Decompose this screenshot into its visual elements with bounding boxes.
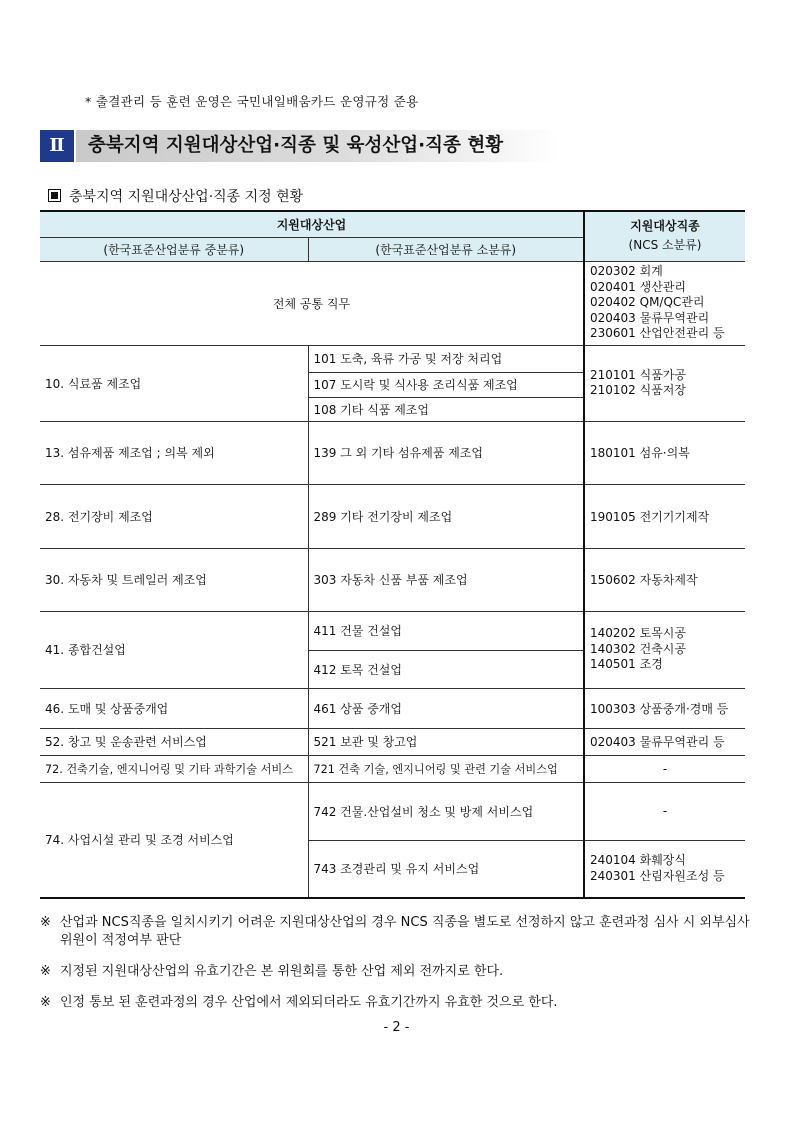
food-small-107: 107 도시락 및 식사용 조리식품 제조업 xyxy=(308,372,584,397)
food-jobs xyxy=(584,345,745,421)
food-small-101: 101 도축, 육류 가공 및 저장 처리업 xyxy=(308,345,584,372)
footnote xyxy=(40,994,750,1012)
header-job-sub: (NCS 소분류) xyxy=(628,238,702,253)
facility-mid: 74. 사업시설 관리 및 조경 서비스업 xyxy=(40,782,308,898)
engineering-mid: 72. 건축기술, 엔지니어링 및 기타 과학기술 서비스 xyxy=(40,755,308,782)
warehouse-mid: 52. 창고 및 운송관련 서비스업 xyxy=(40,728,308,755)
auto-jobs: 150602 자동차제작 xyxy=(584,548,745,611)
textile-jobs: 180101 섬유·의복 xyxy=(584,421,745,484)
job-code: 240104 화훼장식 xyxy=(590,853,686,868)
header-job xyxy=(584,211,745,261)
square-bullet-icon xyxy=(48,189,61,202)
job-code: 240301 산림자원조성 등 xyxy=(590,868,725,883)
common-duty-label: 전체 공통 직무 xyxy=(40,261,584,345)
food-small-108: 108 기타 식품 제조업 xyxy=(308,397,584,421)
textile-mid: 13. 섬유제품 제조업 ; 의복 제외 xyxy=(40,421,308,484)
footnote-text: 산업과 NCS직종을 일치시키기 어려운 지원대상산업의 경우 NCS 직종을 별도로 선정하지 않고 훈련과정 심사 시 외부심사위원이 적정여부 판단 xyxy=(60,915,750,948)
footnote xyxy=(40,963,750,981)
electric-mid: 28. 전기장비 제조업 xyxy=(40,484,308,548)
facility-small-743: 743 조경관리 및 유지 서비스업 xyxy=(308,840,584,898)
reference-mark: ※ xyxy=(40,964,51,979)
construction-mid: 41. 종합건설업 xyxy=(40,611,308,688)
auto-small: 303 자동차 신품 부품 제조업 xyxy=(308,548,584,611)
auto-mid: 30. 자동차 및 트레일러 제조업 xyxy=(40,548,308,611)
reference-mark: ※ xyxy=(40,995,51,1010)
footnote-text: 지정된 지원대상산업의 유효기간은 본 위원회를 통한 산업 제외 전까지로 한다. xyxy=(60,964,504,979)
construction-small-411: 411 건물 건설업 xyxy=(308,611,584,650)
wholesale-mid: 46. 도매 및 상품중개업 xyxy=(40,688,308,728)
footnote-text: 인정 통보 된 훈련과정의 경우 산업에서 제외되더라도 유효기간까지 유효한 것으로 한다. xyxy=(60,995,558,1010)
electric-small: 289 기타 전기장비 제조업 xyxy=(308,484,584,548)
job-code: 210102 식품저장 xyxy=(590,383,686,397)
job-code: 020402 QM/QC관리 xyxy=(590,295,705,310)
section-number: Ⅱ xyxy=(40,130,74,162)
job-code: 210101 식품가공 xyxy=(590,367,686,382)
header-mid: (한국표준산업분류 중분류) xyxy=(40,237,308,261)
section-header xyxy=(40,130,560,162)
job-code: 140302 건축시공 xyxy=(590,641,686,656)
footnote xyxy=(40,914,750,950)
job-code: 230601 산업안전관리 등 xyxy=(590,326,725,341)
industry-table xyxy=(40,210,745,899)
food-mid: 10. 식료품 제조업 xyxy=(40,345,308,421)
common-duty-jobs xyxy=(584,261,745,345)
reference-mark: ※ xyxy=(40,915,51,930)
section-title: 충북지역 지원대상산업·직종 및 육성산업·직종 현황 xyxy=(88,135,504,156)
engineering-small: 721 건축 기술, 엔지니어링 및 관련 기술 서비스업 xyxy=(308,755,584,782)
job-code: 020403 물류무역관리 xyxy=(590,310,710,325)
header-small: (한국표준산업분류 소분류) xyxy=(308,237,584,261)
warehouse-small: 521 보관 및 창고업 xyxy=(308,728,584,755)
job-code: 020401 생산관리 xyxy=(590,279,686,294)
subheading-text: 충북지역 지원대상산업·직종 지정 현황 xyxy=(69,189,304,205)
job-code: 140202 토목시공 xyxy=(590,626,686,641)
facility-small-742: 742 건물.산업설비 청소 및 방제 서비스업 xyxy=(308,782,584,840)
textile-small: 139 그 외 기타 섬유제품 제조업 xyxy=(308,421,584,484)
construction-small-412: 412 토목 건설업 xyxy=(308,650,584,688)
header-job-title: 지원대상직종 xyxy=(630,219,700,234)
wholesale-jobs: 100303 상품중개·경매 등 xyxy=(584,688,745,728)
facility-jobs-743 xyxy=(584,840,745,898)
page-number: - 2 - xyxy=(383,1020,410,1035)
facility-jobs-742: - xyxy=(584,782,745,840)
job-code: 140501 조경 xyxy=(590,657,663,672)
job-code: 020302 회계 xyxy=(590,264,663,279)
subheading xyxy=(48,186,303,206)
wholesale-small: 461 상품 중개업 xyxy=(308,688,584,728)
footnotes xyxy=(40,914,750,1025)
header-industry: 지원대상산업 xyxy=(40,211,584,237)
construction-jobs xyxy=(584,611,745,688)
top-note: * 출결관리 등 훈련 운영은 국민내일배움카드 운영규정 준용 xyxy=(85,94,419,109)
electric-jobs: 190105 전기기기제작 xyxy=(584,484,745,548)
engineering-jobs: - xyxy=(584,755,745,782)
warehouse-jobs: 020403 물류무역관리 등 xyxy=(584,728,745,755)
